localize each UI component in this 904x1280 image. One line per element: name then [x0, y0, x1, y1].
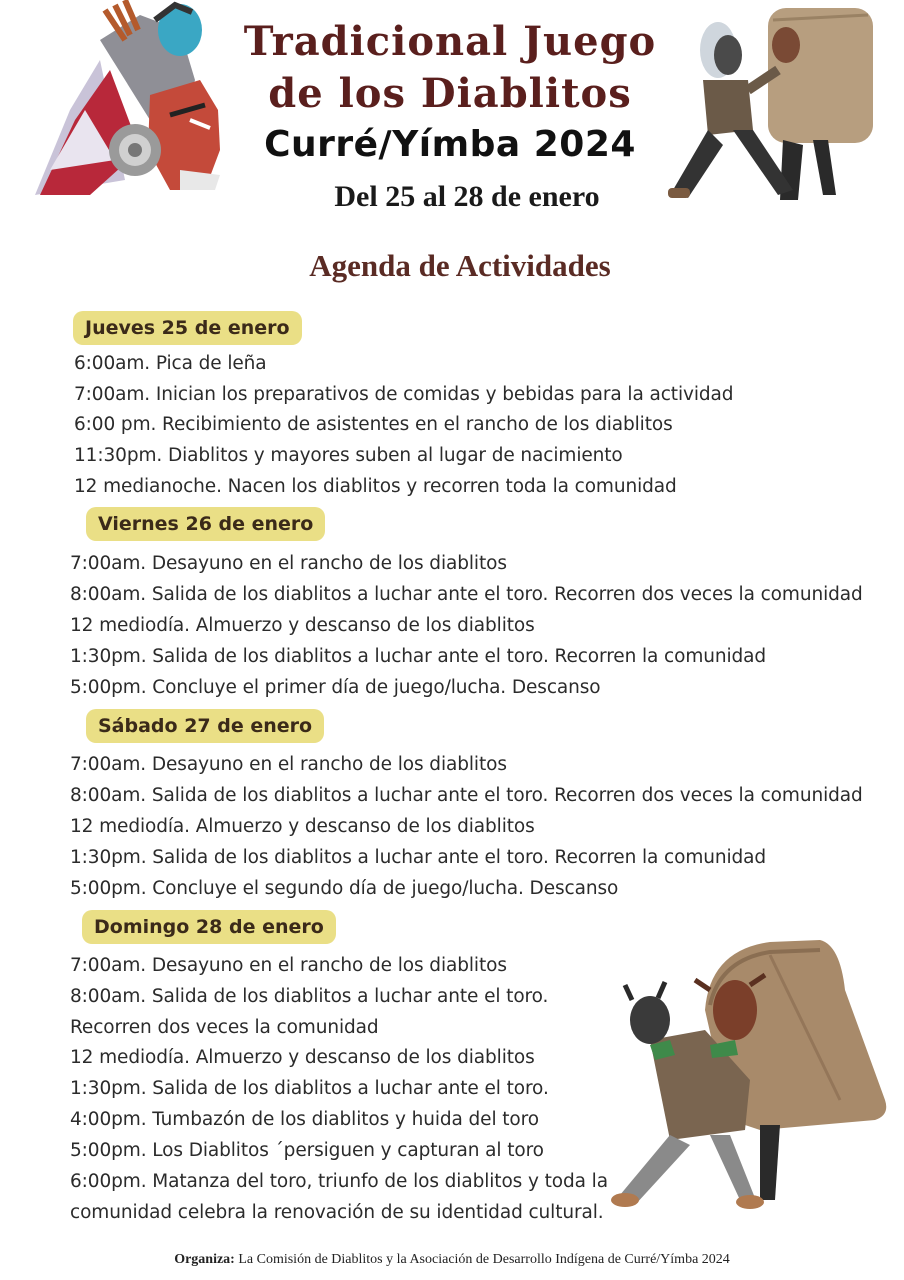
schedule-item: 7:00am. Desayuno en el rancho de los diablitos — [70, 754, 507, 775]
event-dates: Del 25 al 28 de enero — [334, 180, 600, 213]
schedule-item: 12 medianoche. Nacen los diablitos y recorren toda la comunidad — [74, 476, 677, 497]
day-badge-friday: Viernes 26 de enero — [86, 507, 325, 541]
schedule-item: 1:30pm. Salida de los diablitos a luchar ante el toro. Recorren la comunidad — [70, 646, 767, 667]
schedule-item: 1:30pm. Salida de los diablitos a luchar ante el toro. Recorren la comunidad — [70, 847, 767, 868]
schedule-item: 6:00pm. Matanza del toro, triunfo de los diablitos y toda la — [70, 1171, 608, 1192]
organizer-text: La Comisión de Diablitos y la Asociación de Desarrollo Indígena de Curré/Yímba 2024 — [238, 1252, 730, 1267]
day-badge-sunday: Domingo 28 de enero — [82, 910, 336, 944]
schedule-item: 1:30pm. Salida de los diablitos a luchar ante el toro. — [70, 1078, 549, 1099]
event-title-line1: Tradicional Juego — [243, 18, 657, 65]
schedule-item: 7:00am. Desayuno en el rancho de los diablitos — [70, 955, 507, 976]
diablitos-dancers-image — [668, 0, 883, 210]
schedule-item: 5:00pm. Concluye el segundo día de juego/lucha. Descanso — [70, 878, 619, 899]
schedule-item: 6:00 pm. Recibimiento de asistentes en el rancho de los diablitos — [74, 414, 673, 435]
schedule-item: 12 mediodía. Almuerzo y descanso de los diablitos — [70, 615, 535, 636]
schedule-item: 5:00pm. Los Diablitos ´persiguen y capturan al toro — [70, 1140, 544, 1161]
toro-and-diablito-image — [610, 930, 900, 1215]
schedule-item: comunidad celebra la renovación de su identidad cultural. — [70, 1202, 604, 1223]
event-title-line2: de los Diablitos — [268, 70, 632, 117]
schedule-item: 5:00pm. Concluye el primer día de juego/lucha. Descanso — [70, 677, 601, 698]
event-location-year: Curré/Yímba 2024 — [264, 124, 636, 165]
schedule-item: Recorren dos veces la comunidad — [70, 1017, 379, 1038]
schedule-item: 8:00am. Salida de los diablitos a luchar ante el toro. Recorren dos veces la comunidad — [70, 785, 863, 806]
organizer-label: Organiza: — [174, 1252, 235, 1267]
schedule-item: 6:00am. Pica de leña — [74, 353, 267, 374]
diablito-mask-image — [30, 0, 225, 200]
day-badge-saturday: Sábado 27 de enero — [86, 709, 324, 743]
schedule-item: 11:30pm. Diablitos y mayores suben al lugar de nacimiento — [74, 445, 623, 466]
schedule-item: 8:00am. Salida de los diablitos a luchar ante el toro. Recorren dos veces la comunidad — [70, 584, 863, 605]
schedule-item: 12 mediodía. Almuerzo y descanso de los diablitos — [70, 816, 535, 837]
day-badge-thursday: Jueves 25 de enero — [73, 311, 302, 345]
schedule-item: 8:00am. Salida de los diablitos a luchar ante el toro. — [70, 986, 549, 1007]
schedule-item: 7:00am. Desayuno en el rancho de los diablitos — [70, 553, 507, 574]
agenda-heading: Agenda de Actividades — [309, 248, 611, 283]
organizer-footer — [0, 1252, 904, 1268]
schedule-item: 7:00am. Inician los preparativos de comidas y bebidas para la actividad — [74, 384, 734, 405]
schedule-item: 12 mediodía. Almuerzo y descanso de los diablitos — [70, 1047, 535, 1068]
schedule-item: 4:00pm. Tumbazón de los diablitos y huida del toro — [70, 1109, 539, 1130]
